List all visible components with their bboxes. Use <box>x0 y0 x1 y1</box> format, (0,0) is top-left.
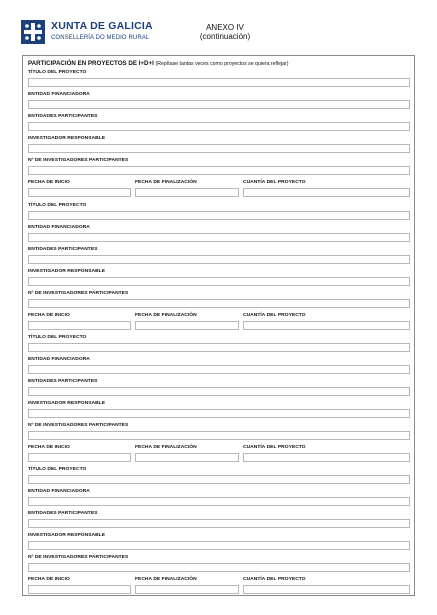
researcher-count-label-4: Nº DE INVESTIGADORES PARTICIPANTES <box>28 555 129 560</box>
project-title-field-4[interactable] <box>28 475 410 484</box>
org-name: XUNTA DE GALICIA <box>51 20 153 32</box>
participating-entities-label-1: ENTIDADES PARTICIPANTES <box>28 114 98 119</box>
participating-entities-label-2: ENTIDADES PARTICIPANTES <box>28 247 98 252</box>
end-date-field-1[interactable] <box>135 188 239 197</box>
project-amount-label-2: CUANTÍA DEL PROYECTO <box>243 313 306 318</box>
xunta-logo-icon <box>21 20 45 44</box>
end-date-label-3: FECHA DE FINALIZACIÓN <box>135 445 197 450</box>
start-date-label-2: FECHA DE INICIO <box>28 313 70 318</box>
lead-researcher-field-1[interactable] <box>28 144 410 153</box>
project-title-label-2: TÍTULO DEL PROYECTO <box>28 203 87 208</box>
lead-researcher-label-4: INVESTIGADOR RESPONSABLE <box>28 533 106 538</box>
start-date-label-4: FECHA DE INICIO <box>28 577 70 582</box>
lead-researcher-field-2[interactable] <box>28 277 410 286</box>
section-title-text: PARTICIPACIÓN EN PROYECTOS DE I+D+I <box>28 60 154 67</box>
annex-continuation: (continuación) <box>199 32 251 41</box>
project-title-field-3[interactable] <box>28 343 410 352</box>
researcher-count-field-1[interactable] <box>28 166 410 175</box>
project-amount-field-2[interactable] <box>243 321 410 330</box>
researcher-count-label-3: Nº DE INVESTIGADORES PARTICIPANTES <box>28 423 129 428</box>
participating-entities-label-4: ENTIDADES PARTICIPANTES <box>28 511 98 516</box>
end-date-label-4: FECHA DE FINALIZACIÓN <box>135 577 197 582</box>
start-date-field-1[interactable] <box>28 188 131 197</box>
project-amount-field-3[interactable] <box>243 453 410 462</box>
end-date-label-1: FECHA DE FINALIZACIÓN <box>135 180 197 185</box>
project-title-label-4: TÍTULO DEL PROYECTO <box>28 467 87 472</box>
lead-researcher-label-2: INVESTIGADOR RESPONSABLE <box>28 269 106 274</box>
funding-entity-label-4: ENTIDAD FINANCIADORA <box>28 489 90 494</box>
project-amount-label-4: CUANTÍA DEL PROYECTO <box>243 577 306 582</box>
annex-title <box>180 23 270 41</box>
project-amount-field-4[interactable] <box>243 585 410 594</box>
lead-researcher-field-4[interactable] <box>28 541 410 550</box>
funding-entity-label-2: ENTIDAD FINANCIADORA <box>28 225 90 230</box>
project-amount-label-3: CUANTÍA DEL PROYECTO <box>243 445 306 450</box>
department-name: CONSELLERÍA DO MEDIO RURAL <box>51 35 150 41</box>
end-date-field-4[interactable] <box>135 585 239 594</box>
funding-entity-label-1: ENTIDAD FINANCIADORA <box>28 92 90 97</box>
section-title <box>28 60 289 67</box>
participating-entities-field-3[interactable] <box>28 387 410 396</box>
lead-researcher-field-3[interactable] <box>28 409 410 418</box>
participating-entities-field-4[interactable] <box>28 519 410 528</box>
project-title-field-2[interactable] <box>28 211 410 220</box>
researcher-count-label-1: Nº DE INVESTIGADORES PARTICIPANTES <box>28 158 129 163</box>
researcher-count-field-4[interactable] <box>28 563 410 572</box>
end-date-label-2: FECHA DE FINALIZACIÓN <box>135 313 197 318</box>
project-title-label-1: TÍTULO DEL PROYECTO <box>28 70 87 75</box>
project-amount-label-1: CUANTÍA DEL PROYECTO <box>243 180 306 185</box>
participating-entities-label-3: ENTIDADES PARTICIPANTES <box>28 379 98 384</box>
project-title-label-3: TÍTULO DEL PROYECTO <box>28 335 87 340</box>
start-date-field-2[interactable] <box>28 321 131 330</box>
end-date-field-2[interactable] <box>135 321 239 330</box>
funding-entity-label-3: ENTIDAD FINANCIADORA <box>28 357 90 362</box>
form-box <box>22 55 415 596</box>
funding-entity-field-4[interactable] <box>28 497 410 506</box>
participating-entities-field-1[interactable] <box>28 122 410 131</box>
project-title-field-1[interactable] <box>28 78 410 87</box>
participating-entities-field-2[interactable] <box>28 255 410 264</box>
researcher-count-field-3[interactable] <box>28 431 410 440</box>
funding-entity-field-3[interactable] <box>28 365 410 374</box>
funding-entity-field-2[interactable] <box>28 233 410 242</box>
start-date-label-3: FECHA DE INICIO <box>28 445 70 450</box>
page-header <box>0 0 437 50</box>
end-date-field-3[interactable] <box>135 453 239 462</box>
start-date-field-4[interactable] <box>28 585 131 594</box>
researcher-count-label-2: Nº DE INVESTIGADORES PARTICIPANTES <box>28 291 129 296</box>
lead-researcher-label-1: INVESTIGADOR RESPONSABLE <box>28 136 106 141</box>
annex-label: ANEXO IV <box>206 23 244 32</box>
lead-researcher-label-3: INVESTIGADOR RESPONSABLE <box>28 401 106 406</box>
start-date-label-1: FECHA DE INICIO <box>28 180 70 185</box>
section-note: (Repítase tantas veces como proyectos se quiera reflejar) <box>155 61 289 67</box>
project-amount-field-1[interactable] <box>243 188 410 197</box>
start-date-field-3[interactable] <box>28 453 131 462</box>
funding-entity-field-1[interactable] <box>28 100 410 109</box>
researcher-count-field-2[interactable] <box>28 299 410 308</box>
